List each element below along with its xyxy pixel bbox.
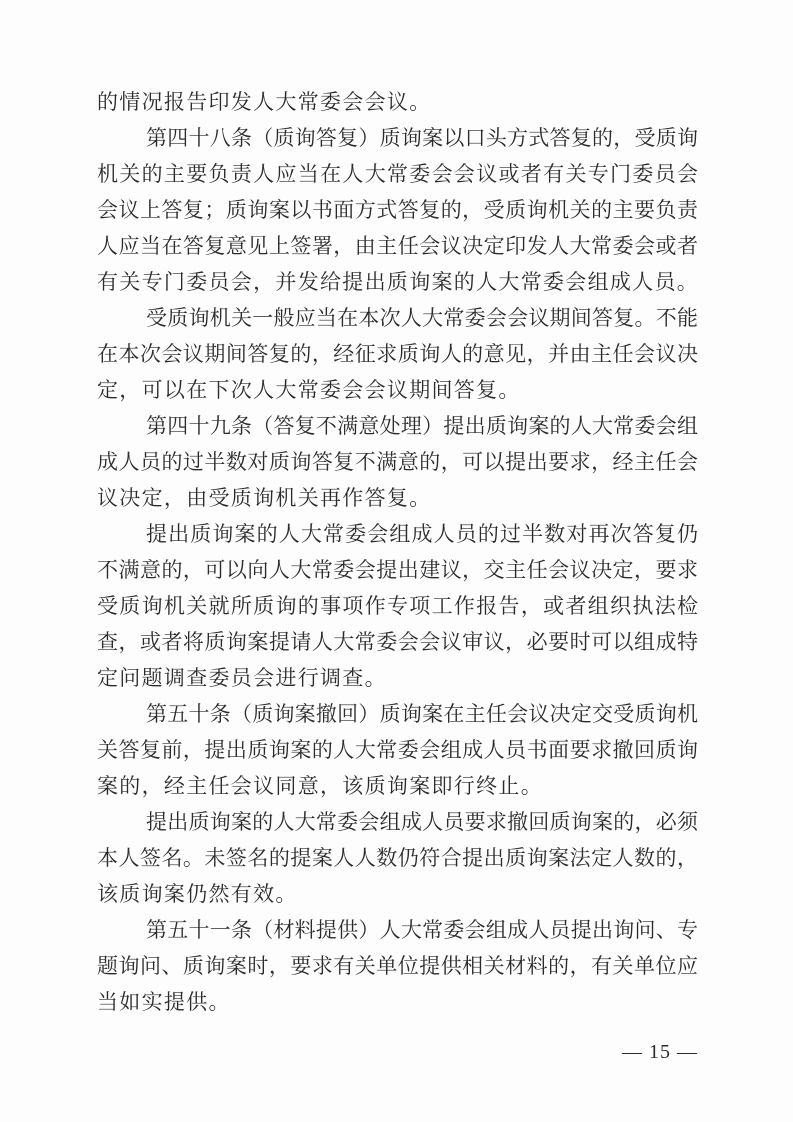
text-line: 人应当在答复意见上签署，由主任会议决定印发人大常委会或者 <box>97 234 698 258</box>
text-line: 议决定，由受质询机关再作答复。 <box>97 486 432 510</box>
text-line: 有关专门委员会，并发给提出质询案的人大常委会组成人员。 <box>97 270 700 294</box>
document-text <box>97 84 698 1020</box>
text-line: 案的，经主任会议同意，该质询案即行终止。 <box>97 774 543 798</box>
text-line: 关答复前，提出质询案的人大常委会组成人员书面要求撤回质询 <box>97 738 698 762</box>
text-line: 在本次会议期间答复的，经征求质询人的意见，并由主任会议决 <box>97 342 698 366</box>
page-number: — 15 — <box>622 1041 698 1063</box>
text-line: 第四十九条（答复不满意处理）提出质询案的人大常委会组 <box>146 414 698 438</box>
text-line: 会议上答复；质询案以书面方式答复的，受质询机关的主要负责 <box>97 198 698 222</box>
text-line: 定问题调查委员会进行调查。 <box>97 666 387 690</box>
text-line: 受质询机关一般应当在本次人大常委会会议期间答复。不能 <box>146 306 698 330</box>
text-line: 定，可以在下次人大常委会会议期间答复。 <box>97 378 521 402</box>
text-line: 本人签名。未签名的提案人人数仍符合提出质询案法定人数的， <box>97 846 698 870</box>
text-line: 题询问、质询案时，要求有关单位提供相关材料的，有关单位应 <box>97 954 698 978</box>
text-line: 机关的主要负责人应当在人大常委会会议或者有关专门委员会 <box>97 162 698 186</box>
text-line: 成人员的过半数对质询答复不满意的，可以提出要求，经主任会 <box>97 450 698 474</box>
text-line: 提出质询案的人大常委会组成人员的过半数对再次答复仍 <box>146 522 698 546</box>
text-line: 该质询案仍然有效。 <box>97 882 298 906</box>
text-line: 当如实提供。 <box>97 990 231 1014</box>
text-line: 的情况报告印发人大常委会会议。 <box>97 90 432 114</box>
text-line: 第五十条（质询案撤回）质询案在主任会议决定交受质询机 <box>146 702 698 726</box>
text-line: 查，或者将质询案提请人大常委会会议审议，必要时可以组成特 <box>97 630 698 654</box>
text-line: 提出质询案的人大常委会组成人员要求撤回质询案的，必须 <box>146 810 698 834</box>
text-line: 不满意的，可以向人大常委会提出建议，交主任会议决定，要求 <box>97 558 698 582</box>
text-line: 第五十一条（材料提供）人大常委会组成人员提出询问、专 <box>146 918 698 942</box>
text-line: 第四十八条（质询答复）质询案以口头方式答复的，受质询 <box>146 126 698 150</box>
text-line: 受质询机关就所质询的事项作专项工作报告，或者组织执法检 <box>97 594 698 618</box>
